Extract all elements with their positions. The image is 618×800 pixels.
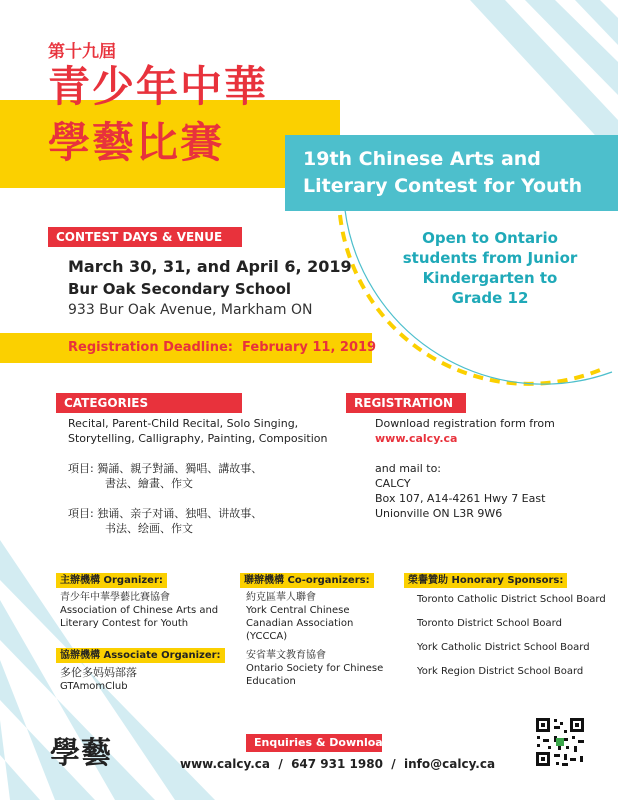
sponsor-item: York Catholic District School Board xyxy=(417,642,590,653)
registration-url[interactable]: www.calcy.ca xyxy=(375,432,458,445)
associate-name-cn: 多伦多妈妈部落 xyxy=(60,666,137,679)
registration-addr-1: CALCY xyxy=(375,477,411,490)
registration-addr-2: Box 107, A14-4261 Hwy 7 East xyxy=(375,492,546,505)
footer-contact[interactable]: www.calcy.ca / 647 931 1980 / info@calcy.ca xyxy=(180,757,496,771)
eligibility-text xyxy=(395,228,585,308)
eligibility-line-2: students from Junior xyxy=(402,249,578,267)
coorganizer-1-en-3: (YCCCA) xyxy=(246,631,288,642)
venue-school: Bur Oak Secondary School xyxy=(68,280,292,298)
title-line-2: 學藝比賽 xyxy=(48,118,225,167)
registration-addr-3: Unionville ON L3R 9W6 xyxy=(375,507,503,520)
eligibility-line-1: Open to Ontario xyxy=(422,229,558,247)
eligibility-line-3: Kindergarten to xyxy=(422,269,558,287)
coorganizer-2-en-1: Ontario Society for Chinese xyxy=(246,663,384,674)
coorganizer-2-en-2: Education xyxy=(246,676,296,687)
title-line-1: 青少年中華 xyxy=(48,62,269,111)
coorganizer-1-cn: 約克區華人聯會 xyxy=(246,592,316,603)
sponsors-heading: 榮譽贊助 Honorary Sponsors: xyxy=(404,573,567,588)
qr-code[interactable] xyxy=(534,716,586,768)
registration-mail: and mail to: xyxy=(375,462,442,475)
coorganizers-heading: 聯辦機構 Co-organizers: xyxy=(240,573,374,588)
coorganizer-1-en-2: Canadian Association xyxy=(246,618,354,629)
sponsor-item: Toronto District School Board xyxy=(417,618,562,629)
coorganizer-1-en-1: York Central Chinese xyxy=(246,605,350,616)
associate-name-en: GTAmomClub xyxy=(60,681,128,692)
registration-download: Download registration form from xyxy=(375,417,555,430)
enquiries-label: Enquiries & Downloads xyxy=(246,734,382,752)
organizer-name-en-1: Association of Chinese Arts and xyxy=(60,605,219,616)
categories-trad-2: 書法、繪畫、作文 xyxy=(105,477,193,490)
organizer-name-en-2: Literary Contest for Youth xyxy=(60,618,189,629)
eligibility-line-4: Grade 12 xyxy=(451,289,529,307)
venue-address: 933 Bur Oak Avenue, Markham ON xyxy=(68,302,313,318)
coorganizer-2-cn: 安省華文教育協會 xyxy=(246,650,326,661)
sponsor-item: York Region District School Board xyxy=(417,666,584,677)
contest-dates: March 30, 31, and April 6, 2019 xyxy=(68,257,352,276)
english-title-line-1: 19th Chinese Arts and xyxy=(303,148,541,170)
footer-logo: 學藝 xyxy=(50,736,112,771)
english-title-line-2: Literary Contest for Youth xyxy=(303,175,583,197)
registration-deadline: Registration Deadline: February 11, 2019 xyxy=(68,340,377,355)
categories-simp-1: 項目: 独诵、亲子对诵、独唱、讲故事、 xyxy=(68,507,263,520)
organizer-name-cn: 青少年中華學藝比賽協會 xyxy=(60,592,170,603)
categories-en-2: Storytelling, Calligraphy, Painting, Composition xyxy=(68,432,328,445)
venue-label: CONTEST DAYS & VENUE xyxy=(48,227,242,247)
sponsor-item: Toronto Catholic District School Board xyxy=(417,594,606,605)
associate-heading: 協辦機構 Associate Organizer: xyxy=(56,648,225,663)
organizer-heading: 主辦機構 Organizer: xyxy=(56,573,167,588)
edition-title: 第十九屆 xyxy=(48,42,116,62)
categories-trad-1: 項目: 獨誦、親子對誦、獨唱、講故事、 xyxy=(68,462,263,475)
registration-label: REGISTRATION xyxy=(346,393,466,413)
categories-label: CATEGORIES xyxy=(56,393,242,413)
categories-en-1: Recital, Parent-Child Recital, Solo Singing, xyxy=(68,417,299,430)
categories-simp-2: 书法、绘画、作文 xyxy=(105,522,193,535)
